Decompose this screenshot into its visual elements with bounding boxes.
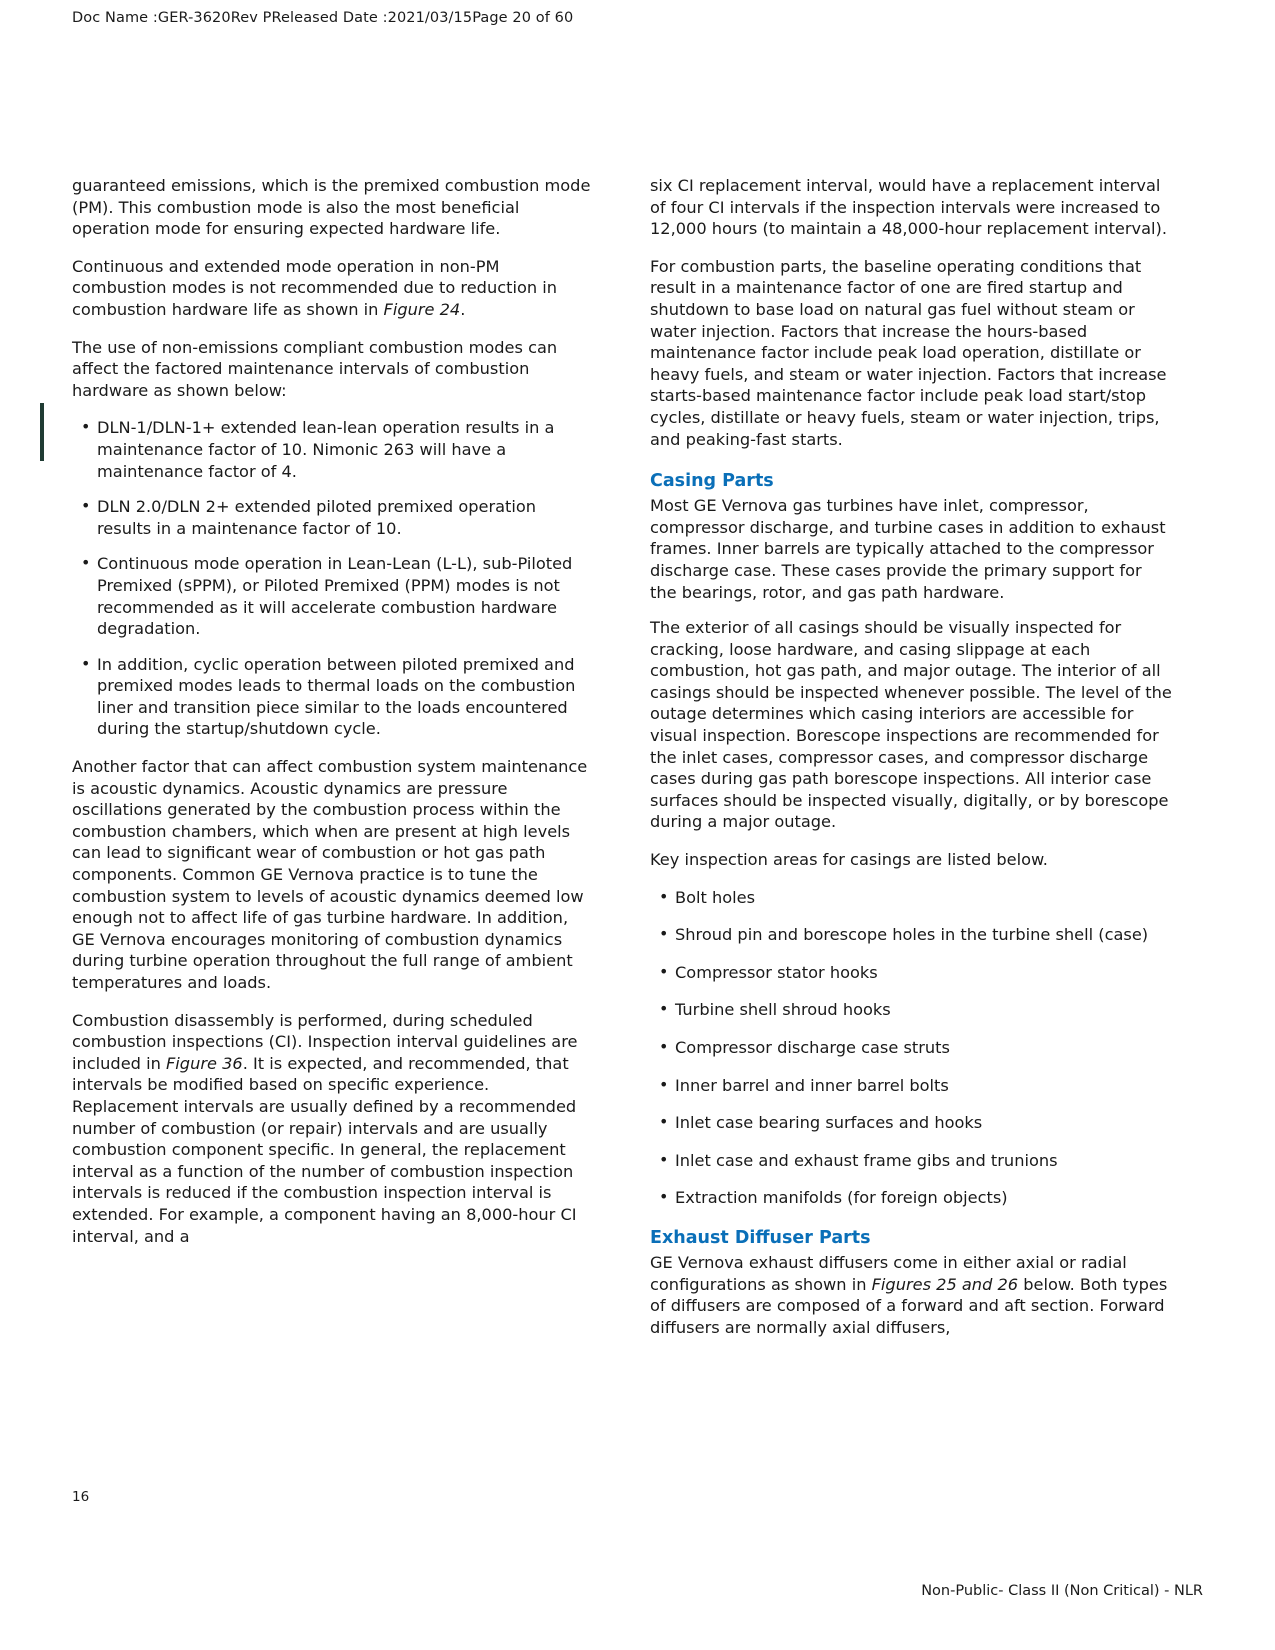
paragraph-baseline-operating-conditions: For combustion parts, the baseline operating conditions that result in a maintenance factor of one are fired startup and shutdown to base load on natural gas fuel without steam or water injection. Factors that increase the hours-based maintenance factor include peak load operation, distillate or heavy fuels, and steam or water injection. Factors that increase starts-based maintenance factor include peak load start/stop cycles, distillate or heavy fuels, steam or water injection, trips, and peaking-fast starts. <box>650 256 1167 449</box>
figure-reference-36: Figure 36 <box>165 1053 243 1073</box>
two-column-body <box>72 175 1172 1352</box>
list-item: • Compressor stator hooks <box>650 962 1172 984</box>
paragraph-text-part: Combustion disassembly is performed, during scheduled combustion inspections (CI). Inspection interval guidelines are included in <box>72 1010 578 1073</box>
paragraph-text-part: . <box>460 299 466 319</box>
paragraph-key-inspection-areas: Key inspection areas for casings are listed below. <box>650 850 1048 870</box>
figure-reference-24: Figure 24 <box>383 299 461 319</box>
list-item: • Continuous mode operation in Lean-Lean (L-L), sub-Piloted Premixed (sPPM), or Piloted Premixed (PPM) modes is not recommended as it will accelerate combustion hardware degradation. <box>72 553 594 639</box>
list-item: • Bolt holes <box>650 887 1172 909</box>
document-header <box>72 10 1203 26</box>
paragraph-text-part: . It is expected, and recommended, that intervals be modified based on specific experience. Replacement intervals are usually defined by a recommended number of combustion (or repair) intervals and are usually combustion component specific. In general, the replacement interval as a function of the number of combustion inspection intervals is reduced if the combustion inspection interval is extended. For example, a component having an 8,000-hour CI interval, and a <box>72 1053 577 1246</box>
paragraph-non-emissions-modes: The use of non-emissions compliant combustion modes can affect the factored maintenance intervals of combustion hardware as shown below: <box>72 337 558 400</box>
combustion-mode-bullet-list <box>72 417 594 740</box>
heading-exhaust-diffuser-parts: Exhaust Diffuser Parts <box>650 1227 871 1248</box>
list-item: • Compressor discharge case struts <box>650 1037 1172 1059</box>
revision-label: Rev P <box>230 10 272 26</box>
released-date-value: 2021/03/15 <box>387 10 473 26</box>
paragraph-continuous-extended-mode <box>72 256 594 321</box>
list-item: • Inlet case and exhaust frame gibs and trunions <box>650 1150 1172 1172</box>
paragraph-casing-overview: Most GE Vernova gas turbines have inlet, compressor, compressor discharge, and turbine cases in addition to exhaust frames. Inner barrels are typically attached to the compressor discharge case. These cases provide the primary support for the bearings, rotor, and gas path hardware. <box>650 496 1166 602</box>
list-item: • In addition, cyclic operation between piloted premixed and premixed modes leads to thermal loads on the combustion liner and transition piece similar to the loads encountered during the startup/shutdown cycle. <box>72 654 594 740</box>
paragraph-text-part: below. Both types of diffusers are composed of a forward and aft section. Forward diffusers are normally axial diffusers, <box>650 1274 1168 1337</box>
list-item: • Inner barrel and inner barrel bolts <box>650 1075 1172 1097</box>
list-item: • DLN 2.0/DLN 2+ extended piloted premixed operation results in a maintenance factor of 10. <box>72 496 594 539</box>
left-column <box>72 175 594 1352</box>
classification-footer: Non-Public- Class II (Non Critical) - NLR <box>921 1583 1203 1599</box>
doc-name-label: Doc Name : <box>72 10 158 26</box>
list-item: • Inlet case bearing surfaces and hooks <box>650 1112 1172 1134</box>
heading-casing-parts: Casing Parts <box>650 471 774 492</box>
paragraph-replacement-interval: six CI replacement interval, would have a replacement interval of four CI intervals if the inspection intervals were increased to 12,000 hours (to maintain a 48,000-hour replacement interval). <box>650 176 1168 239</box>
figure-reference-25-26: Figures 25 and 26 <box>871 1274 1019 1294</box>
paragraph-text-part: GE Vernova exhaust diffusers come in either axial or radial configurations as shown in <box>650 1252 1127 1294</box>
list-item: • DLN-1/DLN-1+ extended lean-lean operation results in a maintenance factor of 10. Nimonic 263 will have a maintenance factor of 4. <box>72 417 594 482</box>
released-date-label: Released Date : <box>271 10 388 26</box>
paragraph-combustion-disassembly <box>72 1010 594 1248</box>
paragraph-casing-inspection: The exterior of all casings should be visually inspected for cracking, loose hardware, and casing slippage at each combustion, hot gas path, and major outage. The interior of all casings should be inspected whenever possible. The level of the outage determines which casing interiors are accessible for visual inspection. Borescope inspections are recommended for the inlet cases, compressor cases, and compressor discharge cases during gas path borescope inspections. All interior case surfaces should be inspected visually, digitally, or by borescope during a major outage. <box>650 618 1172 832</box>
list-item: • Shroud pin and borescope holes in the turbine shell (case) <box>650 924 1172 946</box>
paragraph-exhaust-diffusers <box>650 1252 1172 1338</box>
page-indicator: Page 20 of 60 <box>472 10 574 26</box>
paragraph-text-part: Continuous and extended mode operation in non-PM combustion modes is not recommended due to reduction in combustion hardware life as shown in <box>72 256 558 319</box>
list-item: • Turbine shell shroud hooks <box>650 999 1172 1021</box>
paragraph-acoustic-dynamics: Another factor that can affect combustion system maintenance is acoustic dynamics. Acoustic dynamics are pressure oscillations generated by the combustion process within the combustion chambers, which when are present at high levels can lead to significant wear of combustion or hot gas path components. Common GE Vernova practice is to tune the combustion system to levels of acoustic dynamics deemed low enough not to affect life of gas turbine hardware. In addition, GE Vernova encourages monitoring of combustion dynamics during turbine operation throughout the full range of ambient temperatures and loads. <box>72 757 588 992</box>
list-item: • Extraction manifolds (for foreign objects) <box>650 1187 1172 1209</box>
right-column <box>650 175 1172 1352</box>
page-number: 16 <box>72 1489 90 1505</box>
change-bar-marker <box>40 403 44 461</box>
casing-inspection-bullet-list <box>650 887 1172 1209</box>
paragraph-guaranteed-emissions: guaranteed emissions, which is the premixed combustion mode (PM). This combustion mode is also the most beneficial operation mode for ensuring expected hardware life. <box>72 176 591 239</box>
doc-name-value: GER-3620 <box>157 10 231 26</box>
